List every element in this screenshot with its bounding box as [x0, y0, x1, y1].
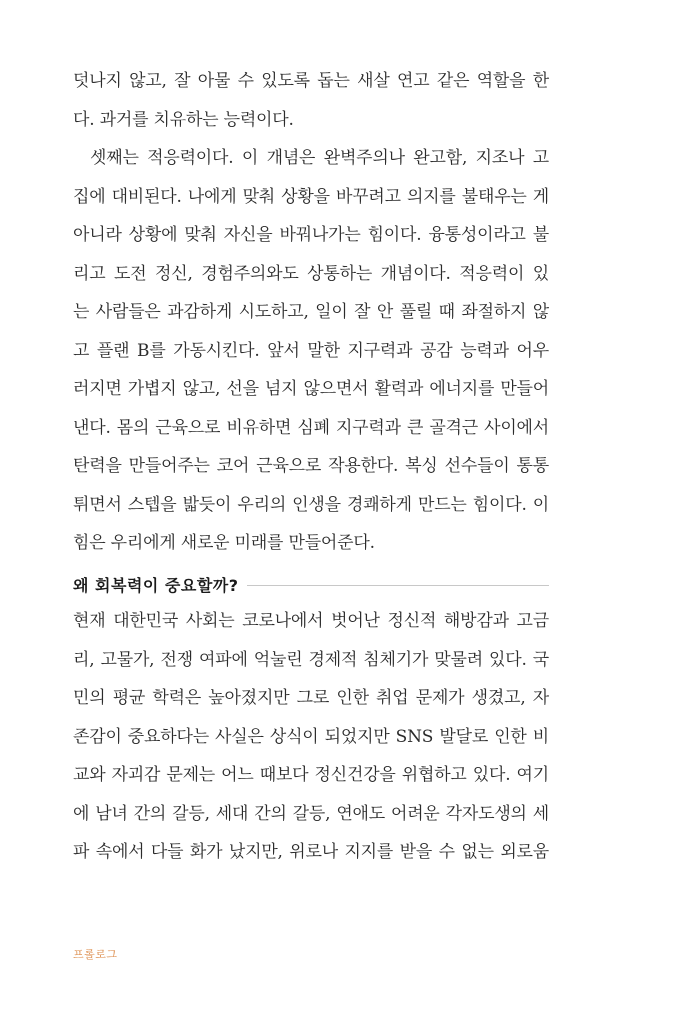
body-text-block-1 — [73, 62, 549, 563]
body-line: 튀면서 스텝을 밟듯이 우리의 인생을 경쾌하게 만드는 힘이다. 이 — [73, 494, 549, 515]
body-line: 아니라 상황에 맞춰 자신을 바꿔나가는 힘이다. 융통성이라고 불 — [73, 225, 549, 245]
section-heading: 왜 회복력이 중요할까? — [73, 575, 239, 595]
body-line: 셋째는 적응력이다. 이 개념은 완벽주의나 완고함, 지조나 고 — [90, 148, 549, 168]
body-line: 고 플랜 B를 가동시킨다. 앞서 말한 지구력과 공감 능력과 어우 — [73, 340, 549, 361]
body-line: 현재 대한민국 사회는 코로나에서 벗어난 정신적 해방감과 고금 — [73, 611, 549, 631]
body-line: 에 남녀 간의 갈등, 세대 간의 갈등, 연애도 어려운 각자도생의 세 — [73, 803, 549, 824]
body-line: 존감이 중요하다는 사실은 상식이 되었지만 SNS 발달로 인한 비 — [73, 726, 549, 747]
heading-divider — [247, 585, 549, 586]
body-line: 교와 자괴감 문제는 어느 때보다 정신건강을 위협하고 있다. 여기 — [73, 765, 549, 785]
body-line: 민의 평균 학력은 높아졌지만 그로 인한 취업 문제가 생겼고, 자 — [73, 688, 549, 708]
body-line: 러지면 가볍지 않고, 선을 넘지 않으면서 활력과 에너지를 만들어 — [73, 379, 549, 399]
body-line: 집에 대비된다. 나에게 맞춰 상황을 바꾸려고 의지를 불태우는 게 — [73, 186, 549, 207]
body-line: 는 사람들은 과감하게 시도하고, 일이 잘 안 풀릴 때 좌절하지 않 — [73, 302, 549, 322]
section-heading-row — [73, 566, 549, 602]
body-line: 덧나지 않고, 잘 아물 수 있도록 돕는 새살 연고 같은 역할을 한 — [73, 71, 549, 91]
body-line: 탄력을 만들어주는 코어 근육으로 작용한다. 복싱 선수들이 통통 — [73, 456, 549, 476]
running-footer-label: 프롤로그 — [73, 948, 118, 961]
body-text-block-2 — [73, 602, 549, 872]
body-line: 파 속에서 다들 화가 났지만, 위로나 지지를 받을 수 없는 외로움 — [73, 842, 549, 862]
body-line: 낸다. 몸의 근육으로 비유하면 심폐 지구력과 큰 골격근 사이에서 — [73, 417, 549, 438]
body-line: 다. 과거를 치유하는 능력이다. — [73, 109, 294, 130]
body-line: 리고 도전 정신, 경험주의와도 상통하는 개념이다. 적응력이 있 — [73, 263, 549, 284]
body-line: 리, 고물가, 전쟁 여파에 억눌린 경제적 침체기가 맞물려 있다. 국 — [73, 649, 549, 670]
body-line: 힘은 우리에게 새로운 미래를 만들어준다. — [73, 533, 375, 553]
